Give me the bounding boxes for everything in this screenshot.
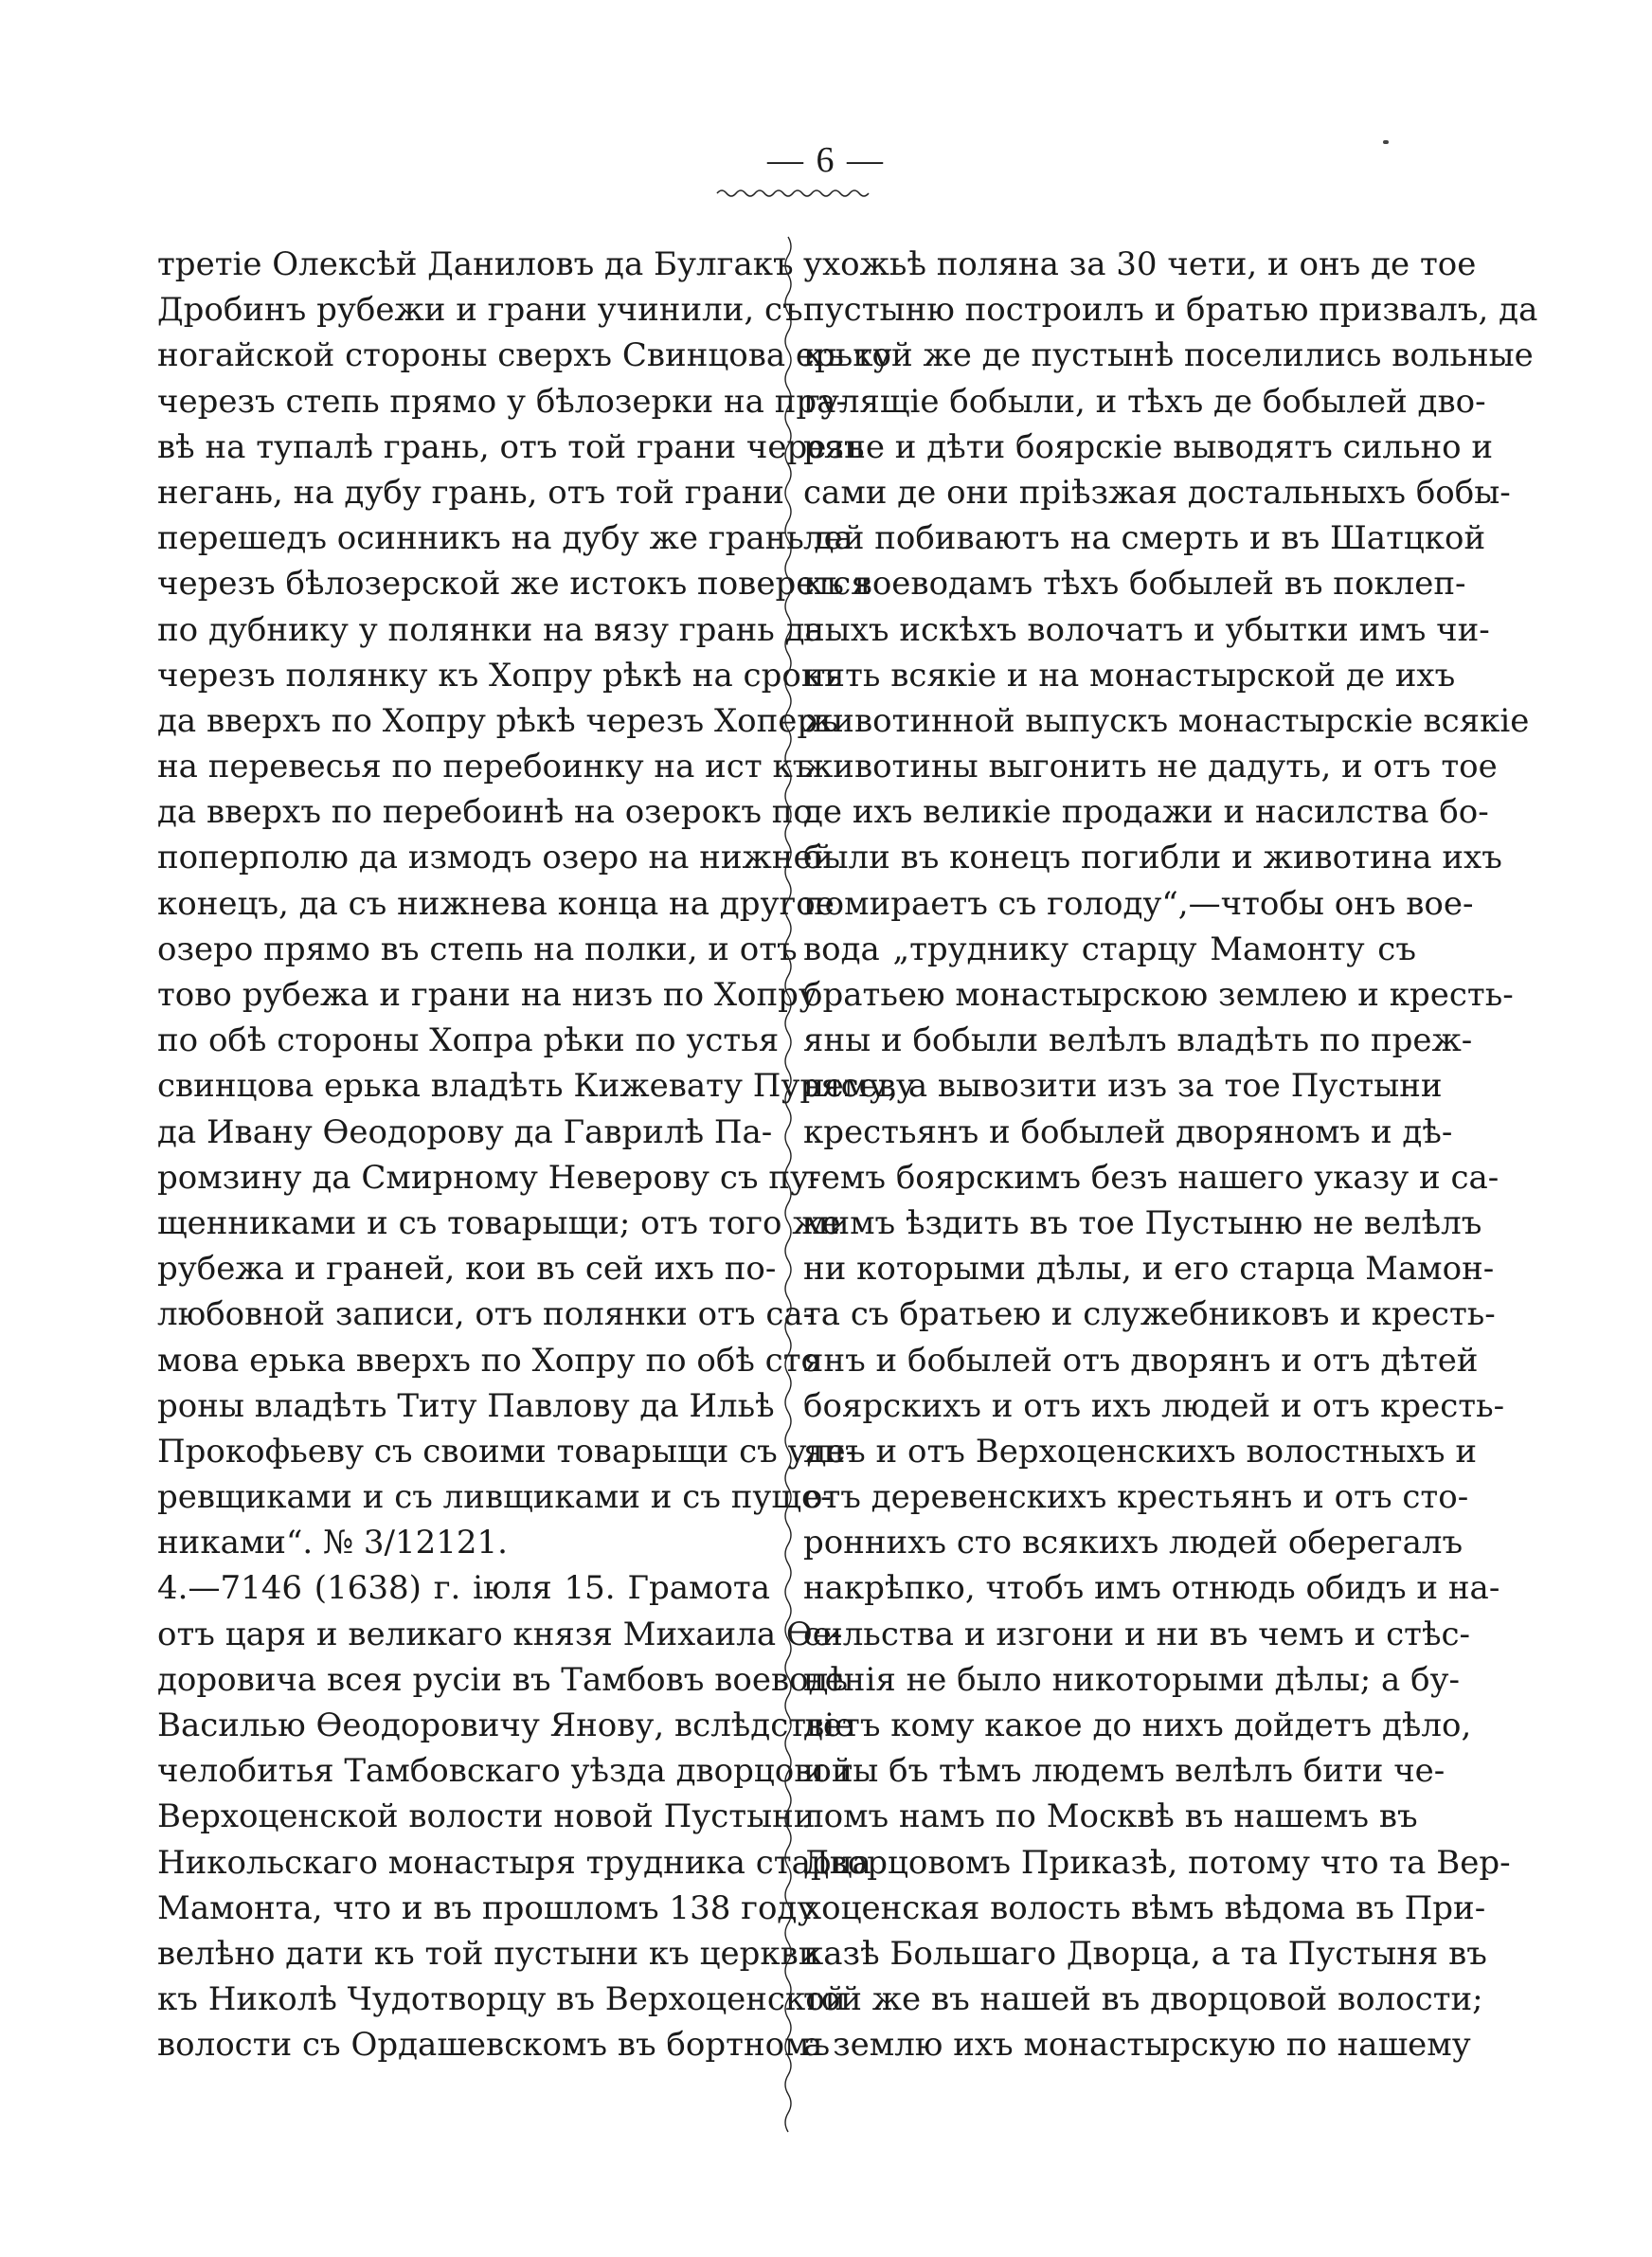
text-line: ромзину да Смирному Неверову съ пу- xyxy=(157,1158,820,1197)
text-line: мимъ ѣздить въ тое Пустыню не велѣлъ xyxy=(803,1203,1482,1242)
text-line: черезъ бѣлозерской же истокъ поверется xyxy=(157,565,871,604)
text-line: хоценская волость вѣмъ вѣдома въ При- xyxy=(803,1888,1486,1927)
text-line: черезъ полянку къ Хопру рѣкѣ на срокъ xyxy=(157,656,842,695)
text-line: вода „труднику старцу Мамонту съ xyxy=(803,930,1416,968)
text-line: перешедъ осинникъ на дубу же грань да xyxy=(157,519,853,558)
text-line: мова ерька вверхъ по Хопру по обѣ сто xyxy=(157,1341,821,1380)
text-line: Дворцовомъ Приказѣ, потому что та Вер- xyxy=(803,1843,1511,1882)
text-line: ни которыми дѣлы, и его старца Мамон- xyxy=(803,1250,1495,1289)
page-number: — 6 — xyxy=(767,140,885,180)
text-line: къ Николѣ Чудотворцу въ Верхоценской xyxy=(157,1980,847,2019)
text-line: отъ деревенскихъ крестьянъ и отъ сто- xyxy=(803,1478,1469,1517)
text-line: любовной записи, отъ полянки отъ са- xyxy=(157,1295,815,1334)
text-line: и ты бъ тѣмъ людемъ велѣлъ бити че- xyxy=(803,1752,1446,1791)
text-line: той же въ нашей въ дворцовой волости; xyxy=(803,1980,1483,2019)
wavy-ornament xyxy=(717,188,869,199)
text-line: ряне и дѣти боярскіе выводятъ сильно и xyxy=(803,427,1494,466)
text-line: рубежа и граней, кои въ сей ихъ по- xyxy=(157,1250,777,1289)
text-line: да вверхъ по Хопру рѣкѣ черезъ Хоперъ xyxy=(157,701,838,740)
text-line: къ той же де пустынѣ поселились вольные xyxy=(803,336,1534,375)
text-line: по дубнику у полянки на вязу грань да xyxy=(157,610,824,649)
column-divider xyxy=(781,237,796,2122)
text-line: ухожьѣ поляна за 30 чети, и онъ де тое xyxy=(803,245,1477,283)
text-line: а землю ихъ монастырскую по нашему xyxy=(803,2026,1471,2065)
text-line: сами де они пріѣзжая достальныхъ бобы- xyxy=(803,473,1511,512)
text-line: Дробинъ рубежи и грани учинили, съ xyxy=(157,291,803,330)
text-line: Мамонта, что и въ прошломъ 138 году xyxy=(157,1888,817,1927)
text-line: ломъ намъ по Москвѣ въ нашемъ въ xyxy=(803,1797,1418,1836)
text-line: нять всякіе и на монастырской де ихъ xyxy=(803,656,1456,695)
text-line: челобитья Тамбовскаго уѣзда дворцовой xyxy=(157,1752,853,1791)
text-line: да Ивану Ѳеодорову да Гаврилѣ Па- xyxy=(157,1112,773,1151)
text-line: по обѣ стороны Хопра рѣки по устья xyxy=(157,1021,780,1060)
left-column xyxy=(157,242,915,2068)
text-line: поперполю да измодъ озеро на нижней xyxy=(157,839,835,877)
text-line: детъ кому какое до нихъ дойдетъ дѣло, xyxy=(803,1706,1472,1744)
text-line: лей побиваютъ на смерть и въ Шатцкой xyxy=(803,519,1486,558)
text-line: темъ боярскимъ безъ нашего указу и са- xyxy=(803,1158,1499,1197)
text-line: янъ и отъ Верхоценскихъ волостныхъ и xyxy=(803,1432,1477,1471)
text-line: сильства и изгони и ни въ чемъ и стѣс- xyxy=(803,1615,1470,1653)
text-line: крестьянъ и бобылей дворяномъ и дѣ- xyxy=(803,1112,1453,1151)
page-speck xyxy=(1383,140,1389,144)
text-line: 4.—7146 (1638) г. іюля 15. Грамота xyxy=(157,1569,770,1608)
text-line: были въ конецъ погибли и животина ихъ xyxy=(803,839,1502,877)
text-line: гулящіе бобыли, и тѣхъ де бобылей дво- xyxy=(803,382,1486,421)
text-line: ревщиками и съ ливщиками и съ пуще- xyxy=(157,1478,832,1517)
text-line: третіе Олексѣй Даниловъ да Булгакъ xyxy=(157,245,794,283)
text-line: яны и бобыли велѣлъ владѣть по преж- xyxy=(803,1021,1473,1060)
text-line: на перевесья по перебоинку на ист къ xyxy=(157,748,814,786)
text-line: де ихъ великіе продажи и насилства бо- xyxy=(803,793,1489,832)
text-line: помираетъ съ голоду“,—чтобы онъ вое- xyxy=(803,884,1474,923)
text-line: животины выгонить не дадуть, и отъ тое xyxy=(803,748,1498,786)
text-line: роны владѣть Титу Павлову да Ильѣ xyxy=(157,1386,775,1425)
text-line: ныхъ искѣхъ волочатъ и убытки имъ чи- xyxy=(803,610,1490,649)
text-line: конецъ, да съ нижнева конца на другое xyxy=(157,884,835,923)
text-line: никами“. № 3/12121. xyxy=(157,1524,508,1562)
text-line: Василью Ѳеодоровичу Янову, вслѣдствіе xyxy=(157,1706,854,1744)
text-line: велѣно дати къ той пустыни къ церкви xyxy=(157,1934,820,1973)
text-line: нему, а вывозити изъ за тое Пустыни xyxy=(803,1067,1443,1106)
text-line: черезъ степь прямо у бѣлозерки на пра- xyxy=(157,382,847,421)
text-line: негань, на дубу грань, отъ той грани xyxy=(157,473,784,512)
text-line: животинной выпускъ монастырскіе всякіе xyxy=(803,701,1530,740)
text-line: накрѣпко, чтобъ имъ отнюдь обидъ и на- xyxy=(803,1569,1500,1608)
text-line: Верхоценской волости новой Пустыни xyxy=(157,1797,816,1836)
text-line: доровича всея русіи въ Тамбовъ воеводѣ xyxy=(157,1660,848,1699)
text-line: янъ и бобылей отъ дворянъ и отъ дѣтей xyxy=(803,1341,1479,1380)
text-line: тово рубежа и грани на низъ по Хопру xyxy=(157,976,817,1014)
text-line: та съ братьею и служебниковъ и кресть- xyxy=(803,1295,1496,1334)
text-line: да вверхъ по перебоинѣ на озерокъ по xyxy=(157,793,813,832)
text-line: отъ царя и великаго князя Михаила Ѳе- xyxy=(157,1615,843,1653)
text-line: озеро прямо въ степь на полки, и отъ xyxy=(157,930,798,968)
text-line: свинцова ерька владѣть Кижевату Пурясеву xyxy=(157,1067,915,1106)
text-line: волости съ Ордашевскомъ въ бортномъ xyxy=(157,2026,831,2065)
text-line: пустыню построилъ и братью призвалъ, да xyxy=(803,291,1538,330)
text-line: къ воеводамъ тѣхъ бобылей въ поклеп- xyxy=(803,565,1466,604)
page-header xyxy=(0,142,1652,178)
text-line: братьею монастырскою землею и кресть- xyxy=(803,976,1514,1014)
text-line: ногайской стороны сверхъ Свинцова ерьку xyxy=(157,336,892,375)
text-line: боярскихъ и отъ ихъ людей и отъ кресть- xyxy=(803,1386,1505,1425)
right-column xyxy=(803,242,1538,2068)
text-line: щенниками и съ товарыщи; отъ того же xyxy=(157,1203,841,1242)
text-line: казѣ Большаго Дворца, а та Пустыня въ xyxy=(803,1934,1487,1973)
text-line: Прокофьеву съ своими товарыщи съ уде- xyxy=(157,1432,857,1471)
text-line: роннихъ сто всякихъ людей оберегалъ xyxy=(803,1524,1463,1562)
text-line: Никольскаго монастыря трудника старца xyxy=(157,1843,871,1882)
text-line: вѣ на тупалѣ грань, отъ той грани черезъ xyxy=(157,427,865,466)
text-line: ненія не было никоторыми дѣлы; а бу- xyxy=(803,1660,1461,1699)
